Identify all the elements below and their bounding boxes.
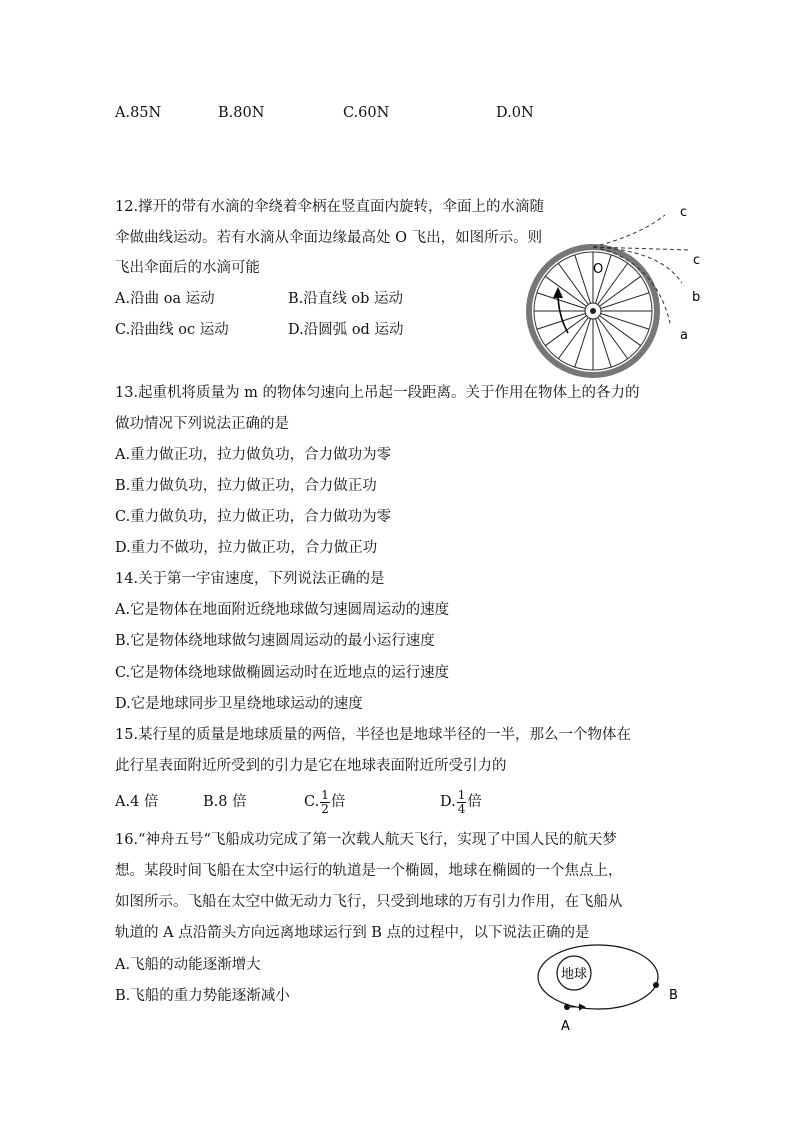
umbrella-spoke [558, 311, 593, 359]
label-b: b [692, 290, 701, 305]
q12-stem-line-2: 伞做曲线运动。若有水滴从伞面边缘最高处 O 飞出，如图所示。则 [115, 230, 543, 246]
q12-option-c: C.沿曲线 oc 运动 [115, 322, 229, 338]
q12-stem-line-1: 12.撑开的带有水滴的伞绕着伞柄在竖直面内旋转，伞面上的水滴随 [115, 199, 545, 215]
q15-option-c [304, 784, 345, 820]
q14-option-d: D.它是地球同步卫星绕地球运动的速度 [115, 696, 363, 712]
umbrella-figure [520, 195, 720, 380]
label-c-upper: c [680, 205, 688, 220]
umbrella-spoke [575, 311, 593, 367]
q16-stem-line-3: 如图所示。飞船在太空中做无动力飞行，只受到地球的万有引力作用，在飞船从 [115, 894, 623, 910]
label-o: O [593, 262, 604, 277]
q14-option-b: B.它是物体绕地球做匀速圆周运动的最小运行速度 [115, 633, 435, 649]
q13-stem-line-1: 13.起重机将质量为 m 的物体匀速向上吊起一段距离。关于作用在物体上的各力的 [115, 385, 640, 401]
q11-option-c: C.60N [343, 105, 390, 121]
umbrella-spoke [593, 311, 628, 359]
earth-label: 地球 [561, 967, 588, 982]
umbrella-spoke [593, 293, 649, 311]
umbrella-spoke [545, 276, 593, 311]
q15-stem-line-1: 15.某行星的质量是地球质量的两倍，半径也是地球半径的一半，那么一个物体在 [115, 727, 632, 743]
q16-stem-line-4: 轨道的 A 点沿箭头方向远离地球运行到 B 点的过程中，以下说法正确的是 [115, 925, 590, 941]
umbrella-spoke [537, 293, 593, 311]
q14-option-c: C.它是物体绕地球做椭圆运动时在近地点的运行速度 [115, 665, 450, 681]
q15-option-c-fraction [320, 789, 330, 816]
q15-option-d-numerator: 1 [457, 787, 466, 802]
orbit-figure [530, 935, 700, 1035]
umbrella-spoke [545, 311, 593, 346]
direction-arrowhead [579, 1004, 586, 1011]
q12-option-b: B.沿直线 ob 运动 [288, 291, 403, 307]
label-b: B [669, 988, 678, 1003]
q16-option-b: B.飞船的重力势能逐渐减小 [115, 988, 290, 1004]
q13-option-b: B.重力做负功，拉力做正功，合力做正功 [115, 478, 377, 494]
umbrella-spoke [593, 311, 611, 367]
rotation-arrow [558, 293, 568, 333]
path-c-upper [593, 215, 665, 247]
q13-option-a: A.重力做正功，拉力做负功，合力做功为零 [115, 447, 392, 463]
q12-option-a: A.沿曲 oa 运动 [115, 291, 215, 307]
q13-option-c: C.重力做负功，拉力做正功，合力做功为零 [115, 509, 392, 525]
orbit-ellipse [538, 945, 658, 1009]
q15-option-d-denominator: 4 [457, 801, 466, 816]
q15-option-c-denominator: 2 [321, 801, 329, 816]
q12-option-d: D.沿圆弧 od 运动 [288, 322, 404, 338]
q14-option-a: A.它是物体在地面附近绕地球做匀速圆周运动的速度 [115, 602, 450, 618]
q13-stem-line-2: 做功情况下列说法正确的是 [115, 416, 289, 432]
q12-stem-line-3: 飞出伞面后的水滴可能 [115, 260, 260, 276]
point-a [564, 1004, 570, 1010]
umbrella-spoke [593, 311, 649, 329]
q15-option-d-suffix: 倍 [467, 794, 482, 810]
q15-option-b: B.8 倍 [203, 794, 247, 810]
q15-option-d-prefix: D. [440, 794, 456, 810]
q15-stem-line-2: 此行星表面附近所受到的引力是它在地球表面附近所受引力的 [115, 758, 507, 774]
q15-option-c-prefix: C. [304, 794, 320, 810]
q15-option-c-numerator: 1 [321, 787, 329, 802]
umbrella-spoke [558, 263, 593, 311]
q14-stem: 14.关于第一宇宙速度，下列说法正确的是 [115, 571, 385, 587]
q11-option-a: A.85N [115, 105, 162, 121]
q16-stem-line-2: 想。某段时间飞船在太空中运行的轨道是一个椭圆，地球在椭圆的一个焦点上， [115, 863, 623, 879]
q11-option-d: D.0N [496, 105, 534, 121]
q16-option-a: A.飞船的动能逐渐增大 [115, 957, 261, 973]
label-a: A [561, 1019, 570, 1034]
umbrella-spoke [593, 311, 641, 346]
q15-option-a: A.4 倍 [115, 794, 159, 810]
umbrella-spoke [575, 255, 593, 311]
q11-option-b: B.80N [218, 105, 265, 121]
q13-option-d: D.重力不做功，拉力做正功，合力做正功 [115, 540, 378, 556]
q15-option-d [440, 784, 482, 820]
label-c-lower: c [693, 253, 701, 268]
point-b [653, 982, 659, 988]
q16-stem-line-1: 16.“神舟五号“飞船成功完成了第一次载人航天飞行，实现了中国人民的航天梦 [115, 832, 617, 848]
umbrella-spoke [593, 276, 641, 311]
q15-option-d-fraction [457, 789, 467, 816]
q15-option-c-suffix: 倍 [330, 794, 346, 810]
label-a: a [680, 328, 688, 343]
